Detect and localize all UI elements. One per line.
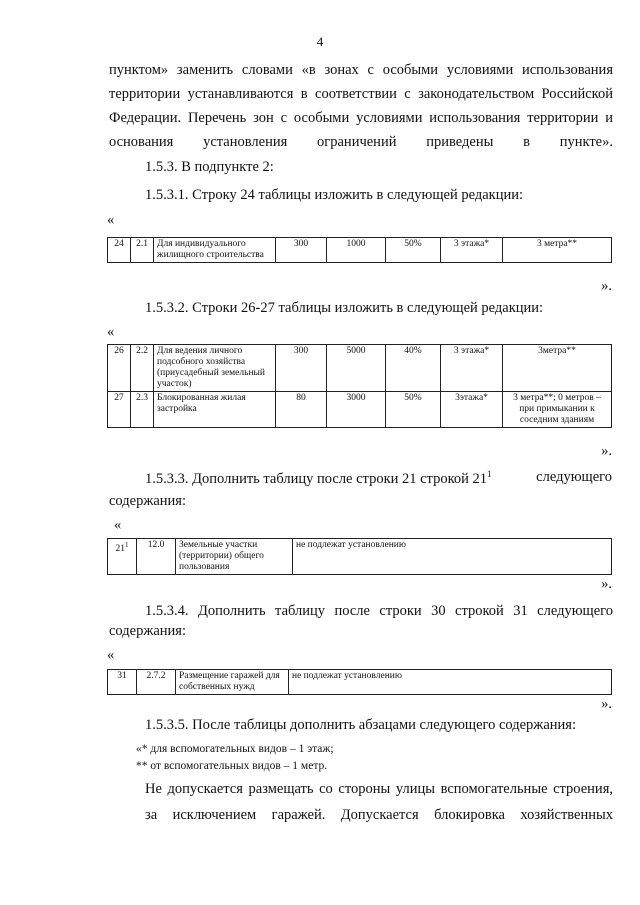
cell-floors: 3 этажа* — [441, 238, 503, 263]
section-1-5-3-3-tail: следующего — [536, 469, 612, 485]
table-row — [108, 539, 612, 575]
cell-value: не подлежат установлению — [293, 539, 612, 575]
cell-num: $21^1$ — [108, 539, 137, 575]
cell-code: 2.3 — [131, 392, 154, 428]
cell-min-area: 300 — [276, 238, 327, 263]
cell-setback: 3метра** — [503, 345, 612, 392]
page-number: 4 — [316, 34, 324, 49]
intro-paragraph: пунктом» заменить словами «в зонах с особыми условиями использования территории устанавливаются в соответствии с законодательством Российской Федерации. Перечень зон с особыми условиями использования территории и основания установления ограничений приведены в пункте». — [109, 62, 613, 150]
quote-open-4: « — [107, 647, 115, 663]
section-1-5-3-2: 1.5.3.2. Строки 26-27 таблицы изложить в следующей редакции: — [145, 300, 544, 316]
cell-setback: 3 метра**; 0 метров – при примыкании к соседним зданиям — [503, 392, 612, 428]
final-paragraph: Не допускается размещать со стороны улицы вспомогательные строения, за исключением гаражей. Допускается блокировка хозяйственных — [145, 781, 613, 823]
quote-open-2: « — [107, 324, 115, 340]
table-row — [108, 392, 612, 428]
table-row — [108, 345, 612, 392]
cell-code: 2.7.2 — [137, 670, 176, 695]
cell-percent: 50% — [386, 238, 441, 263]
cell-code: 2.1 — [131, 238, 154, 263]
quote-open-1: « — [107, 212, 115, 228]
note-2: ** от вспомогательных видов – 1 метр. — [136, 760, 328, 772]
quote-close-1: ». — [601, 278, 612, 294]
cell-num: 27 — [108, 392, 131, 428]
cell-setback: 3 метра** — [503, 238, 612, 263]
quote-close-3: ». — [601, 576, 612, 592]
cell-max-area: 1000 — [327, 238, 386, 263]
section-1-5-3-4: 1.5.3.4. Дополнить таблицу после строки 30 строкой 31 следующего — [145, 603, 613, 619]
cell-percent: 40% — [386, 345, 441, 392]
cell-num: 31 — [108, 670, 137, 695]
table-row-31 — [107, 669, 612, 695]
quote-close-4: ». — [601, 696, 612, 712]
cell-code: 12.0 — [137, 539, 176, 575]
cell-name: Блокированная жилая застройка — [154, 392, 276, 428]
section-1-5-3-4-line2: содержания: — [109, 623, 187, 639]
table-row — [108, 238, 612, 263]
section-1-5-3-3-line2: содержания: — [109, 493, 187, 509]
cell-num: 26 — [108, 345, 131, 392]
section-1-5-3-5: 1.5.3.5. После таблицы дополнить абзацами следующего содержания: — [145, 717, 576, 733]
cell-name: Размещение гаражей для собственных нужд — [176, 670, 289, 695]
section-1-5-3-3 — [145, 469, 612, 488]
cell-floors: 3 этажа* — [441, 345, 503, 392]
cell-min-area: 300 — [276, 345, 327, 392]
cell-num: 24 — [108, 238, 131, 263]
quote-close-2: ». — [601, 443, 612, 459]
cell-floors: 3этажа* — [441, 392, 503, 428]
table-row-21-1 — [107, 538, 612, 575]
table-row — [108, 670, 612, 695]
cell-percent: 50% — [386, 392, 441, 428]
cell-min-area: 80 — [276, 392, 327, 428]
note-1: «* для вспомогательных видов – 1 этаж; — [136, 743, 334, 755]
section-1-5-3-3-text: 1.5.3.3. Дополнить таблицу после строки 21 строкой $21^1$ — [145, 469, 492, 487]
section-1-5-3: 1.5.3. В подпункте 2: — [145, 159, 274, 175]
cell-name: Для индивидуального жилищного строительства — [154, 238, 276, 263]
cell-value: не подлежат установлению — [289, 670, 612, 695]
cell-name: Земельные участки (территории) общего пользования — [176, 539, 293, 575]
section-1-5-3-1: 1.5.3.1. Строку 24 таблицы изложить в следующей редакции: — [145, 187, 524, 203]
table-rows-26-27 — [107, 344, 612, 428]
cell-max-area: 5000 — [327, 345, 386, 392]
quote-open-3: « — [114, 517, 122, 533]
table-row-24 — [107, 237, 612, 263]
cell-name: Для ведения личного подсобного хозяйства (приусадебный земельный участок) — [154, 345, 276, 392]
cell-max-area: 3000 — [327, 392, 386, 428]
cell-code: 2.2 — [131, 345, 154, 392]
